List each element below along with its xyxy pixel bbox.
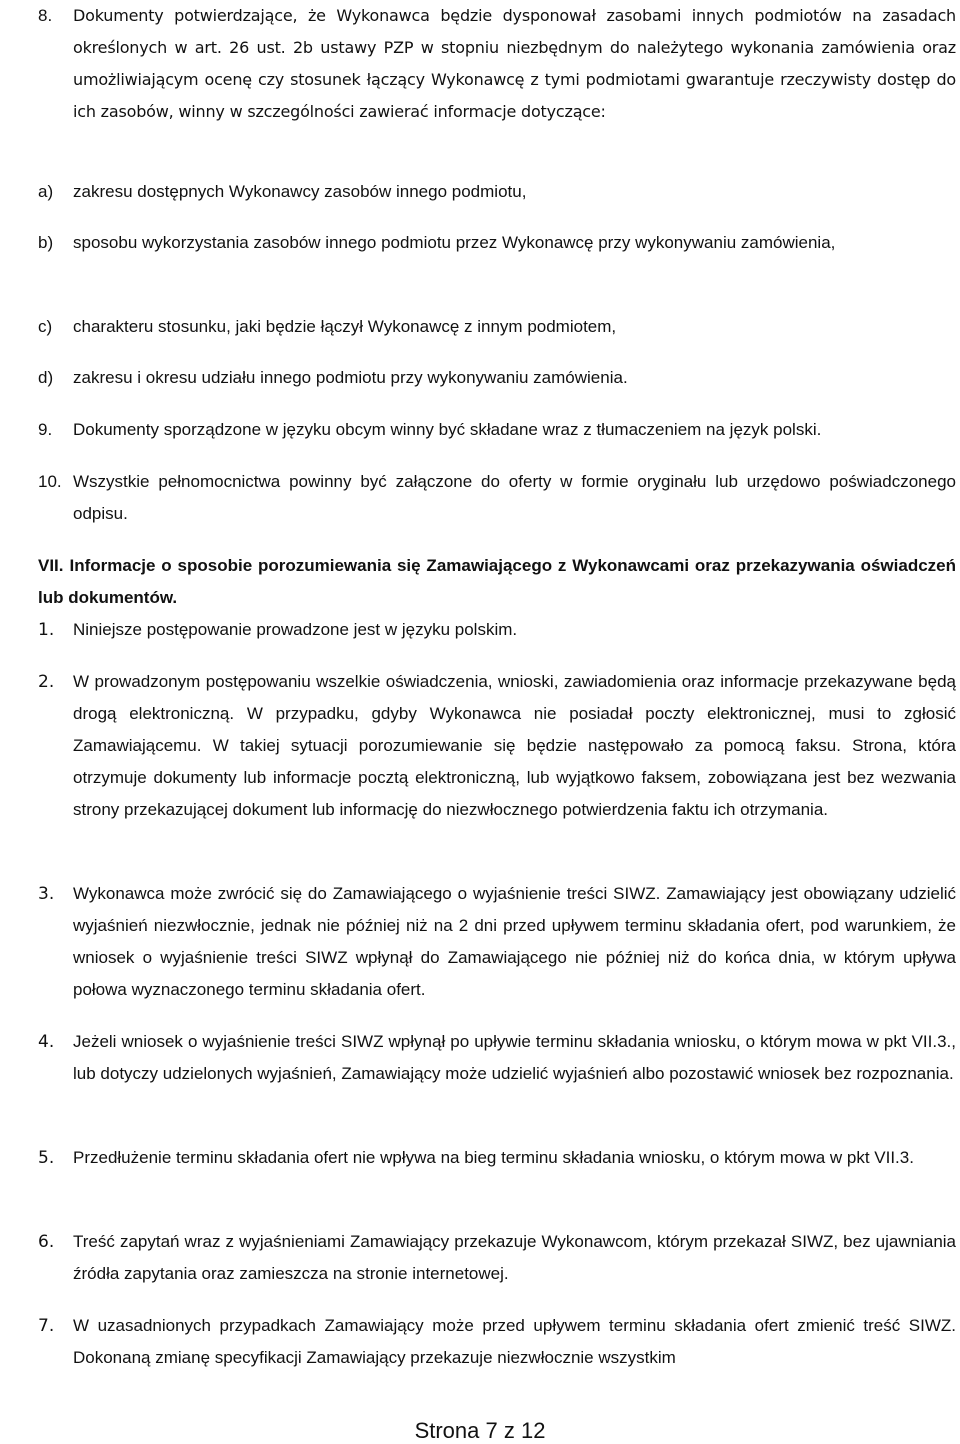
item-letter: d) xyxy=(38,368,54,387)
point-number: 5. xyxy=(38,1148,55,1168)
point-number: 6. xyxy=(38,1232,55,1252)
item-text: Wszystkie pełnomocnictwa powinny być załączone do oferty w formie oryginału lub urzędowo poświadczonego odpisu. xyxy=(73,472,956,523)
point-text: W prowadzonym postępowaniu wszelkie oświadczenia, wnioski, zawiadomienia oraz informacje przekazywane będą drogą elektroniczną. W przypadku, gdyby Wykonawca nie posiadał poczty elektronicznej, musi to zgłosić Zamawiającemu. W takiej sytuacji porozumiewanie się będzie następowało za pomocą faksu. Strona, która otrzymuje dokumenty lub informacje pocztą elektroniczną, lub wyjątkowo faksem, zobowiązana jest bez wezwania strony przekazującej dokument lub informację do niezwłocznego potwierdzenia faktu ich otrzymania. xyxy=(73,672,956,819)
item-text: sposobu wykorzystania zasobów innego podmiotu przez Wykonawcę przy wykonywaniu zamówienia, xyxy=(73,233,836,252)
point-number: 4. xyxy=(38,1032,55,1052)
point-number: 3. xyxy=(38,884,55,904)
point-text: W uzasadnionych przypadkach Zamawiający może przed upływem terminu składania ofert zmienić treść SIWZ. Dokonaną zmianę specyfikacji Zamawiający przekazuje niezwłocznie wszystkim xyxy=(73,1316,956,1367)
item-text: zakresu i okresu udziału innego podmiotu przy wykonywaniu zamówienia. xyxy=(73,368,628,387)
item-text: charakteru stosunku, jaki będzie łączył Wykonawcę z innym podmiotem, xyxy=(73,317,617,336)
point-text: Niniejsze postępowanie prowadzone jest w języku polskim. xyxy=(73,620,518,639)
item-text: Dokumenty potwierdzające, że Wykonawca będzie dysponował zasobami innych podmiotów na zasadach określonych w art. 26 ust. 2b ustawy PZP w stopniu niezbędnym do należytego wykonania zamówienia oraz umożliwiającym ocenę czy stosunek łączący Wykonawcę z tymi podmiotami gwarantuje rzeczywisty dostęp do ich zasobów, winny w szczególności zawierać informacje dotyczące: xyxy=(73,6,956,121)
item-number: 8. xyxy=(38,6,53,25)
item-number: 10. xyxy=(38,472,62,491)
item-text: Dokumenty sporządzone w języku obcym winny być składane wraz z tłumaczeniem na język polski. xyxy=(73,420,822,439)
point-number: 1. xyxy=(38,620,55,640)
item-letter: b) xyxy=(38,233,54,252)
point-number: 2. xyxy=(38,672,55,692)
section-title xyxy=(38,550,956,614)
item-number: 9. xyxy=(38,420,53,439)
point-text: Treść zapytań wraz z wyjaśnieniami Zamawiający przekazuje Wykonawcom, którym przekazał SIWZ, bez ujawniania źródła zapytania oraz zamieszcza na stronie internetowej. xyxy=(73,1232,956,1283)
point-text: Przedłużenie terminu składania ofert nie wpływa na bieg terminu składania wniosku, o którym mowa w pkt VII.3. xyxy=(73,1148,914,1167)
item-text: zakresu dostępnych Wykonawcy zasobów innego podmiotu, xyxy=(73,182,527,201)
item-letter: c) xyxy=(38,317,53,336)
section-title-text: Informacje o sposobie porozumiewania się Zamawiającego z Wykonawcami oraz przekazywania oświadczeń lub dokumentów. xyxy=(38,556,956,607)
point-text: Jeżeli wniosek o wyjaśnienie treści SIWZ wpłynął po upływie terminu składania wniosku, o którym mowa w pkt VII.3., lub dotyczy udzielonych wyjaśnień, Zamawiający może udzielić wyjaśnień albo pozostawić wniosek bez rozpoznania. xyxy=(73,1032,956,1083)
point-number: 7. xyxy=(38,1316,55,1336)
page-number-footer: Strona 7 z 12 xyxy=(414,1418,546,1443)
point-text: Wykonawca może zwrócić się do Zamawiającego o wyjaśnienie treści SIWZ. Zamawiający jest obowiązany udzielić wyjaśnień niezwłocznie, jednak nie później niż na 2 dni przed upływem terminu składania ofert, pod warunkiem, że wniosek o wyjaśnienie treści SIWZ wpłynął do Zamawiającego nie później niż do końca dnia, w którym upływa połowa wyznaczonego terminu składania ofert. xyxy=(73,884,956,999)
item-letter: a) xyxy=(38,182,54,201)
section-number: VII. xyxy=(38,556,64,575)
